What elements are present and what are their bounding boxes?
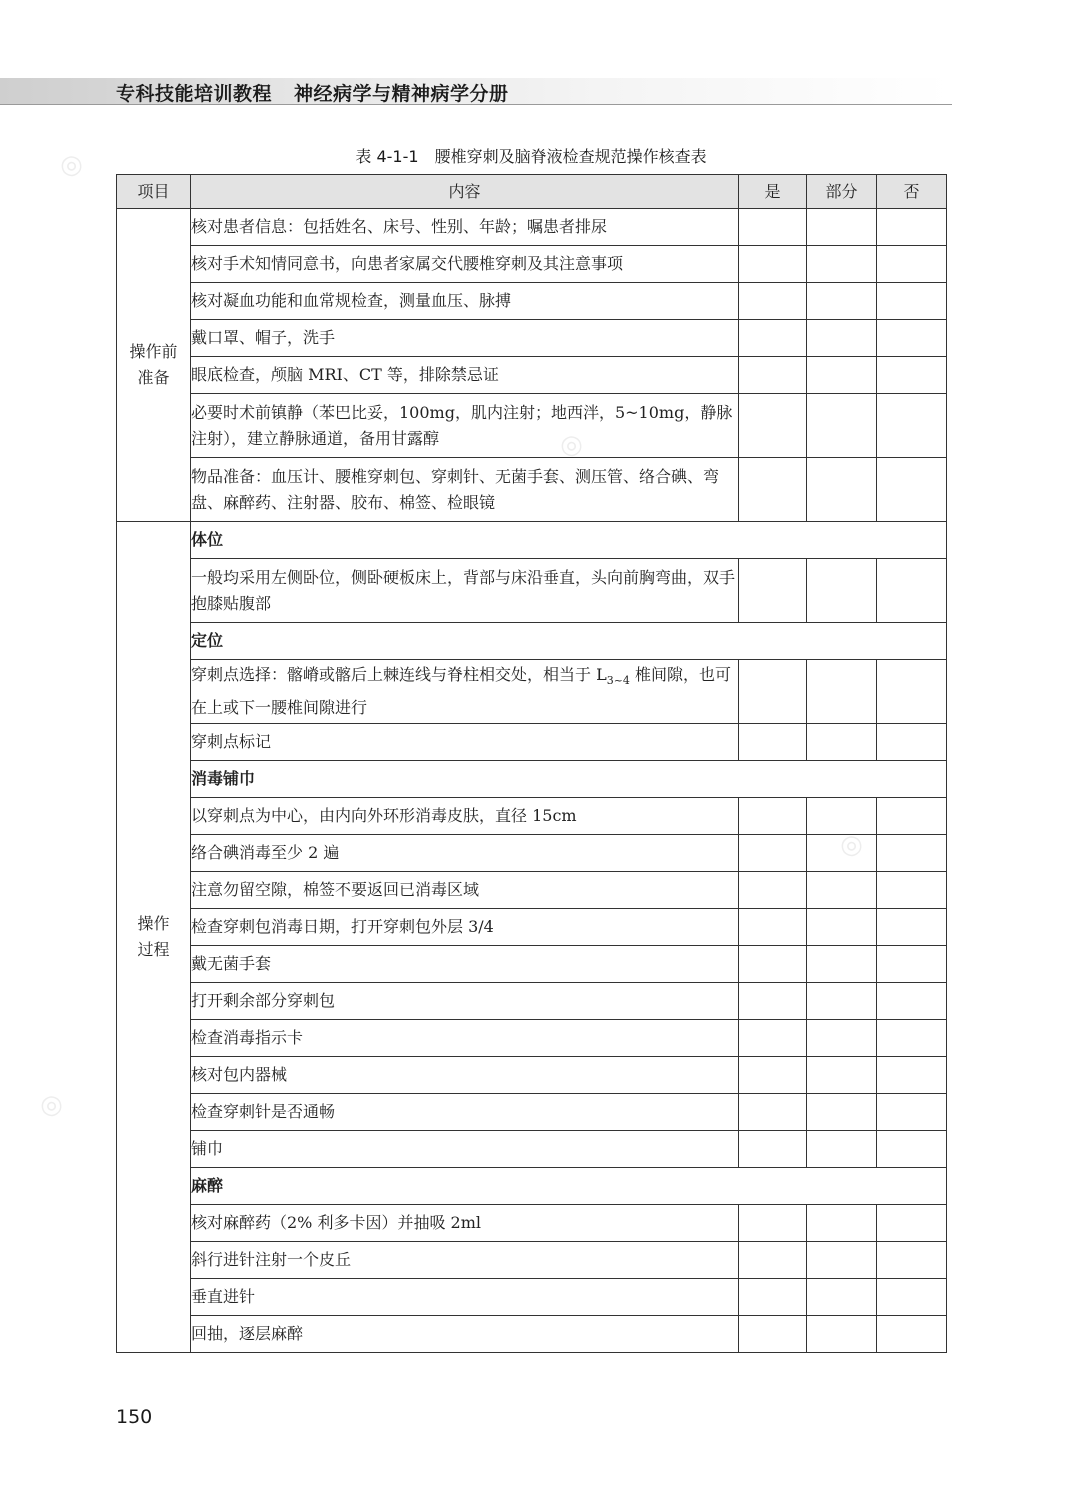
check-cell-no[interactable]: [877, 835, 947, 872]
checklist-item-text: 核对患者信息：包括姓名、床号、性别、年龄；嘱患者排尿: [191, 209, 739, 246]
checklist-item-text: 一般均采用左侧卧位，侧卧硬板床上，背部与床沿垂直，头向前胸弯曲，双手抱膝贴腹部: [191, 559, 739, 623]
check-cell-partial[interactable]: [807, 983, 877, 1020]
check-cell-no[interactable]: [877, 1057, 947, 1094]
check-cell-no[interactable]: [877, 660, 947, 724]
checklist-item-text: 核对麻醉药（2% 利多卡因）并抽吸 2ml: [191, 1205, 739, 1242]
check-cell-yes[interactable]: [739, 458, 807, 522]
checklist-item-text: 检查穿刺针是否通畅: [191, 1094, 739, 1131]
check-cell-partial[interactable]: [807, 946, 877, 983]
check-cell-yes[interactable]: [739, 246, 807, 283]
check-cell-no[interactable]: [877, 1242, 947, 1279]
check-cell-partial[interactable]: [807, 283, 877, 320]
section-heading: 消毒铺巾: [191, 761, 947, 798]
checklist-item-text: 戴无菌手套: [191, 946, 739, 983]
checklist-row: [117, 1316, 947, 1353]
section-row: [117, 623, 947, 660]
category-label-line: 操作前: [129, 342, 178, 361]
check-cell-partial[interactable]: [807, 559, 877, 623]
book-title: 专科技能培训教程: [116, 83, 273, 105]
checklist-item-text: 络合碘消毒至少 2 遍: [191, 835, 739, 872]
check-cell-yes[interactable]: [739, 1057, 807, 1094]
section-heading: 体位: [191, 522, 947, 559]
check-cell-yes[interactable]: [739, 1242, 807, 1279]
checklist-row: [117, 724, 947, 761]
check-cell-no[interactable]: [877, 394, 947, 458]
table-header-row: [117, 175, 947, 209]
checklist-item-text: 检查消毒指示卡: [191, 1020, 739, 1057]
check-cell-partial[interactable]: [807, 1020, 877, 1057]
checklist-item-text: [191, 660, 739, 724]
check-cell-no[interactable]: [877, 1316, 947, 1353]
item-text-part: 椎间隙，也可在上或下一腰椎间隙进行: [191, 665, 732, 717]
category-label-line: 过程: [137, 940, 170, 959]
check-cell-no[interactable]: [877, 983, 947, 1020]
check-cell-no[interactable]: [877, 1279, 947, 1316]
check-cell-no[interactable]: [877, 283, 947, 320]
checklist-row: [117, 283, 947, 320]
section-heading: 麻醉: [191, 1168, 947, 1205]
check-cell-no[interactable]: [877, 209, 947, 246]
check-cell-no[interactable]: [877, 458, 947, 522]
checklist-row: [117, 1205, 947, 1242]
column-header-no: 否: [877, 175, 947, 209]
check-cell-yes[interactable]: [739, 1205, 807, 1242]
checklist-item-text: 检查穿刺包消毒日期，打开穿刺包外层 3/4: [191, 909, 739, 946]
check-cell-partial[interactable]: [807, 458, 877, 522]
checklist-table: [116, 174, 947, 1353]
watermark-mark: ◎: [838, 828, 865, 862]
check-cell-partial[interactable]: [807, 1316, 877, 1353]
checklist-row: [117, 946, 947, 983]
check-cell-partial[interactable]: [807, 246, 877, 283]
category-cell: [117, 209, 191, 522]
check-cell-partial[interactable]: [807, 660, 877, 724]
checklist-row: [117, 246, 947, 283]
checklist-row: [117, 1279, 947, 1316]
checklist-row: [117, 1131, 947, 1168]
check-cell-partial[interactable]: [807, 1205, 877, 1242]
check-cell-yes[interactable]: [739, 946, 807, 983]
running-header: [116, 79, 509, 106]
checklist-item-text: 核对凝血功能和血常规检查，测量血压、脉搏: [191, 283, 739, 320]
category-label-line: 操作: [137, 914, 170, 933]
check-cell-partial[interactable]: [807, 1094, 877, 1131]
checklist-item-text: 回抽，逐层麻醉: [191, 1316, 739, 1353]
check-cell-yes[interactable]: [739, 909, 807, 946]
checklist-item-text: 戴口罩、帽子，洗手: [191, 320, 739, 357]
check-cell-yes[interactable]: [739, 724, 807, 761]
checklist-row: [117, 1057, 947, 1094]
check-cell-yes[interactable]: [739, 1279, 807, 1316]
checklist-item-text: 眼底检查，颅脑 MRI、CT 等，排除禁忌证: [191, 357, 739, 394]
check-cell-yes[interactable]: [739, 320, 807, 357]
checklist-row: [117, 1094, 947, 1131]
checklist-row: [117, 209, 947, 246]
checklist-row: [117, 458, 947, 522]
check-cell-yes[interactable]: [739, 660, 807, 724]
check-cell-partial[interactable]: [807, 1279, 877, 1316]
checklist-item-text: 核对包内器械: [191, 1057, 739, 1094]
check-cell-partial[interactable]: [807, 1242, 877, 1279]
check-cell-yes[interactable]: [739, 872, 807, 909]
check-cell-partial[interactable]: [807, 209, 877, 246]
checklist-item-text: 以穿刺点为中心，由内向外环形消毒皮肤，直径 15cm: [191, 798, 739, 835]
checklist-row: [117, 835, 947, 872]
check-cell-yes[interactable]: [739, 1131, 807, 1168]
check-cell-no[interactable]: [877, 798, 947, 835]
checklist-row: [117, 1242, 947, 1279]
section-row: [117, 761, 947, 798]
check-cell-yes[interactable]: [739, 559, 807, 623]
check-cell-no[interactable]: [877, 946, 947, 983]
section-row: [117, 1168, 947, 1205]
checklist-item-text: 注意勿留空隙，棉签不要返回已消毒区域: [191, 872, 739, 909]
checklist-row: [117, 357, 947, 394]
checklist-item-text: 穿刺点标记: [191, 724, 739, 761]
checklist-row: [117, 872, 947, 909]
page-number: 150: [116, 1406, 153, 1428]
check-cell-yes[interactable]: [739, 1316, 807, 1353]
check-cell-partial[interactable]: [807, 320, 877, 357]
check-cell-no[interactable]: [877, 1205, 947, 1242]
section-heading: 定位: [191, 623, 947, 660]
check-cell-yes[interactable]: [739, 798, 807, 835]
checklist-item-text: 斜行进针注射一个皮丘: [191, 1242, 739, 1279]
table-title: 腰椎穿刺及脑脊液检查规范操作核查表: [434, 147, 707, 166]
check-cell-no[interactable]: [877, 357, 947, 394]
check-cell-yes[interactable]: [739, 394, 807, 458]
checklist-row: [117, 1020, 947, 1057]
check-cell-partial[interactable]: [807, 357, 877, 394]
check-cell-no[interactable]: [877, 1020, 947, 1057]
check-cell-partial[interactable]: [807, 1057, 877, 1094]
check-cell-no[interactable]: [877, 246, 947, 283]
check-cell-partial[interactable]: [807, 909, 877, 946]
checklist-item-text: 必要时术前镇静（苯巴比妥，100mg，肌内注射；地西泮，5~10mg，静脉注射），建立静脉通道，备用甘露醇: [191, 394, 739, 458]
checklist-item-text: 打开剩余部分穿刺包: [191, 983, 739, 1020]
check-cell-no[interactable]: [877, 1131, 947, 1168]
checklist-row: [117, 983, 947, 1020]
column-header-content: 内容: [191, 175, 739, 209]
vertebra-subscript: 3~4: [606, 674, 630, 688]
volume-title: 神经病学与精神病学分册: [294, 83, 509, 105]
check-cell-yes[interactable]: [739, 1020, 807, 1057]
check-cell-yes[interactable]: [739, 1094, 807, 1131]
check-cell-no[interactable]: [877, 724, 947, 761]
section-row: [117, 522, 947, 559]
check-cell-yes[interactable]: [739, 357, 807, 394]
check-cell-yes[interactable]: [739, 983, 807, 1020]
checklist-row: [117, 660, 947, 724]
watermark-mark: ◎: [58, 148, 85, 182]
checklist-item-text: 铺巾: [191, 1131, 739, 1168]
checklist-row: [117, 909, 947, 946]
checklist-item-text: 垂直进针: [191, 1279, 739, 1316]
check-cell-partial[interactable]: [807, 872, 877, 909]
checklist-row: [117, 559, 947, 623]
checklist-row: [117, 798, 947, 835]
check-cell-no[interactable]: [877, 909, 947, 946]
check-cell-partial[interactable]: [807, 394, 877, 458]
item-text-part: 穿刺点选择：髂嵴或髂后上棘连线与脊柱相交处，相当于 L: [191, 665, 607, 685]
column-header-yes: 是: [739, 175, 807, 209]
checklist-row: [117, 320, 947, 357]
category-label-line: 准备: [137, 368, 170, 387]
checklist-item-text: 物品准备：血压计、腰椎穿刺包、穿刺针、无菌手套、测压管、络合碘、弯盘、麻醉药、注射器、胶布、棉签、检眼镜: [191, 458, 739, 522]
check-cell-no[interactable]: [877, 559, 947, 623]
table-number: 表 4-1-1: [355, 147, 419, 166]
check-cell-yes[interactable]: [739, 835, 807, 872]
checklist-row: [117, 394, 947, 458]
table-body: [117, 209, 947, 1353]
watermark-mark: ◎: [38, 1088, 65, 1122]
check-cell-no[interactable]: [877, 320, 947, 357]
column-header-partial: 部分: [807, 175, 877, 209]
category-cell: [117, 522, 191, 1353]
check-cell-partial[interactable]: [807, 798, 877, 835]
check-cell-no[interactable]: [877, 872, 947, 909]
check-cell-partial[interactable]: [807, 1131, 877, 1168]
check-cell-no[interactable]: [877, 1094, 947, 1131]
check-cell-yes[interactable]: [739, 209, 807, 246]
checklist-item-text: 核对手术知情同意书，向患者家属交代腰椎穿刺及其注意事项: [191, 246, 739, 283]
check-cell-yes[interactable]: [739, 283, 807, 320]
column-header-item: 项目: [117, 175, 191, 209]
table-caption: [0, 144, 1062, 167]
check-cell-partial[interactable]: [807, 724, 877, 761]
watermark-mark: ◎: [558, 428, 585, 462]
